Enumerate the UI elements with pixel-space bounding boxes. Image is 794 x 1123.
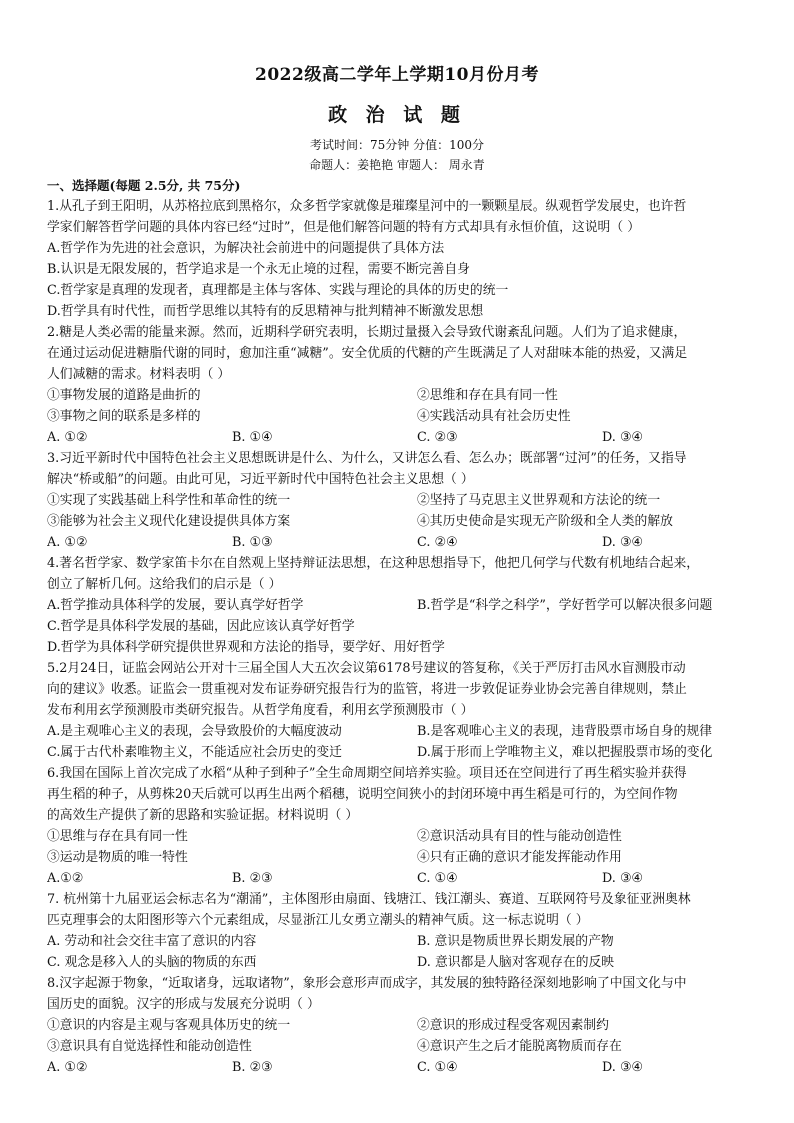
question-stem-line: 的高效生产提供了新的思路和实验证据。材料说明（ ） [47,808,359,823]
choice-row [47,868,752,889]
statement-row [47,511,752,532]
exam-info: 考试时间：75分钟 分值：100分 [310,138,484,152]
option: B. 意识是物质世界长期发展的产物 [417,934,614,949]
statement: ①事物发展的道路是曲折的 [47,388,201,403]
exam-title: 2022级高二学年上学期10月份月考 [255,65,539,85]
statement: ③事物之间的联系是多样的 [47,409,201,424]
question-stem-line: 8.汉字起源于物象，“近取诸身，远取诸物”，象形会意形声而成字，其发展的独特路径深刻地影响了中国文化与中 [47,976,687,991]
option: B.哲学是“科学之科学”，学好哲学可以解决很多问题 [417,598,713,613]
question-stem-line: 向的建议》收悉。证监会一贯重视对发布证券研究报告行为的监管，将进一步敦促证券业协会完善自律规则，禁止 [47,682,687,697]
question-5 [47,658,752,763]
choice-row [47,532,752,553]
answer-choice: C. ②③ [417,430,458,445]
option-row [47,952,752,973]
question-3 [47,448,752,553]
option: A. 劳动和社会交往丰富了意识的内容 [47,934,257,949]
option-row [47,931,752,952]
answer-choice: A. ①② [47,430,88,445]
question-1 [47,196,752,322]
question-stem-line: 再生稻的种子，从剪株20天后就可以再生出两个稻穗，说明空间狭小的封闭环境中再生稻是可行的，为空间作物 [47,787,678,802]
question-stem-line: 在通过运动促进糖脂代谢的同时，愈加注重“减糖”。安全优质的代糖的产生既满足了人对甜味本能的热爱，又满足 [47,346,688,361]
question-stem-line: 学家们解答哲学问题的具体内容已经“过时”，但是他们解答问题的特有方式却具有永恒价值，这说明（ ） [47,220,641,235]
statement-row [47,847,752,868]
answer-choice: A. ①② [47,535,88,550]
statement: ④只有正确的意识才能发挥能动作用 [417,850,622,865]
statement-row [47,1015,752,1036]
question-6 [47,763,752,889]
statement: ①意识的内容是主观与客观具体历史的统一 [47,1018,291,1033]
exam-authors: 命题人：姜艳艳 审题人： 周永青 [309,158,485,172]
question-stem-line: 2.糖是人类必需的能量来源。然而，近期科学研究表明，长期过量摄入会导致代谢紊乱问题。人们为了追求健康， [47,325,687,340]
option: C. 观念是移入人的头脑的物质的东西 [47,955,257,970]
question-stem-line: 国历史的面貌。汉字的形成与发展充分说明（ ） [47,997,320,1012]
question-list [47,196,752,1078]
answer-choice: C. ②④ [417,535,458,550]
statement-row [47,490,752,511]
question-stem-line: 3.习近平新时代中国特色社会主义思想既讲是什么、为什么，又讲怎么看、怎么办；既部署“过河”的任务，又指导 [47,451,687,466]
question-8 [47,973,752,1078]
subject-title: 政 治 试 题 [328,104,466,126]
answer-choice: B. ①④ [232,430,273,445]
statement-row [47,826,752,847]
option: D.哲学具有时代性，而哲学思维以其特有的反思精神与批判精神不断激发思想 [47,304,484,319]
option: A.哲学作为先进的社会意识，为解决社会前进中的问题提供了具体方法 [47,241,445,256]
option: A.是主观唯心主义的表现，会导致股价的大幅度波动 [47,724,342,739]
statement: ②思维和存在具有同一性 [417,388,558,403]
answer-choice: C. ①④ [417,1060,458,1075]
statement-row [47,406,752,427]
answer-choice: C. ①④ [417,871,458,886]
question-stem-line: 6.我国在国际上首次完成了水稻“从种子到种子”全生命周期空间培养实验。项目还在空间进行了再生稻实验并获得 [47,766,687,781]
option: C.哲学是具体科学发展的基础，因此应该认真学好哲学 [47,619,355,634]
statement: ②意识活动具有目的性与能动创造性 [417,829,622,844]
option-row [47,721,752,742]
question-stem-line: 人们减糖的需求。材料表明（ ） [47,367,231,382]
answer-choice: D. ③④ [602,871,643,886]
question-4 [47,553,752,658]
statement: ①实现了实践基础上科学性和革命性的统一 [47,493,291,508]
option: D.属于形而上学唯物主义，难以把握股票市场的变化 [417,745,713,760]
statement-row [47,1036,752,1057]
statement: ④意识产生之后才能脱离物质而存在 [417,1039,622,1054]
answer-choice: B. ①③ [232,535,273,550]
question-stem-line: 创立了解析几何。这给我们的启示是（ ） [47,577,282,592]
choice-row [47,1057,752,1078]
answer-choice: D. ③④ [602,430,643,445]
option: C.属于古代朴素唯物主义，不能适应社会历史的变迁 [47,745,342,760]
choice-row [47,427,752,448]
question-stem-line: 7. 杭州第十九届亚运会标志名为“潮涌”，主体图形由扇面、钱塘江、钱江潮头、赛道、互联网符号及象征亚洲奥林 [47,892,691,907]
answer-choice: B. ②③ [232,1060,273,1075]
question-stem-line: 匹克理事会的太阳图形等六个元素组成，尽显浙江儿女勇立潮头的精神气质。这一标志说明（ ） [47,913,589,928]
statement: ①思维与存在具有同一性 [47,829,188,844]
option: D. 意识都是人脑对客观存在的反映 [417,955,615,970]
answer-choice: B. ②③ [232,871,273,886]
answer-choice: D. ③④ [602,1060,643,1075]
answer-choice: A. ①② [47,1060,88,1075]
statement: ③能够为社会主义现代化建设提供具体方案 [47,514,291,529]
statement: ②意识的形成过程受客观因素制约 [417,1018,609,1033]
question-stem-line: 5.2月24日，证监会网站公开对十三届全国人大五次会议第6178号建议的答复称，《关于严厉打击风水盲测股市动 [47,661,686,676]
answer-choice: A.①② [47,871,84,886]
statement-row [47,385,752,406]
question-stem-line: 4.著名哲学家、数学家笛卡尔在自然观上坚持辩证法思想，在这种思想指导下，他把几何学与代数有机地结合起来， [47,556,700,571]
question-7 [47,889,752,973]
question-stem-line: 1.从孔子到王阳明，从苏格拉底到黑格尔，众多哲学家就像是璀璨星河中的一颗颗星辰。纵观哲学发展史，也许哲 [47,199,687,214]
option: C.哲学家是真理的发现者，真理都是主体与客体、实践与理论的具体的历史的统一 [47,283,509,298]
option-row [47,742,752,763]
question-2 [47,322,752,448]
statement: ③运动是物质的唯一特性 [47,850,188,865]
question-stem-line: 发布利用玄学预测股市类研究报告。从哲学角度看，利用玄学预测股市（ ） [47,703,474,718]
statement: ④其历史使命是实现无产阶级和全人类的解放 [417,514,673,529]
question-stem-line: 解决“桥或船”的问题。由此可见，习近平新时代中国特色社会主义思想（ ） [47,472,474,487]
option: A.哲学推动具体科学的发展，要认真学好哲学 [47,598,304,613]
statement: ②坚持了马克思主义世界观和方法论的统一 [417,493,661,508]
option: B.是客观唯心主义的表现，违背股票市场自身的规律 [417,724,713,739]
section-title: 一、选择题(每题 2.5分, 共 75分) [47,178,241,193]
option-row [47,595,752,616]
option: D.哲学为具体科学研究提供世界观和方法论的指导，要学好、用好哲学 [47,640,445,655]
statement: ③意识具有自觉选择性和能动创造性 [47,1039,252,1054]
answer-choice: D. ③④ [602,535,643,550]
statement: ④实践活动具有社会历史性 [417,409,571,424]
option: B.认识是无限发展的，哲学追求是一个永无止境的过程，需要不断完善自身 [47,262,470,277]
